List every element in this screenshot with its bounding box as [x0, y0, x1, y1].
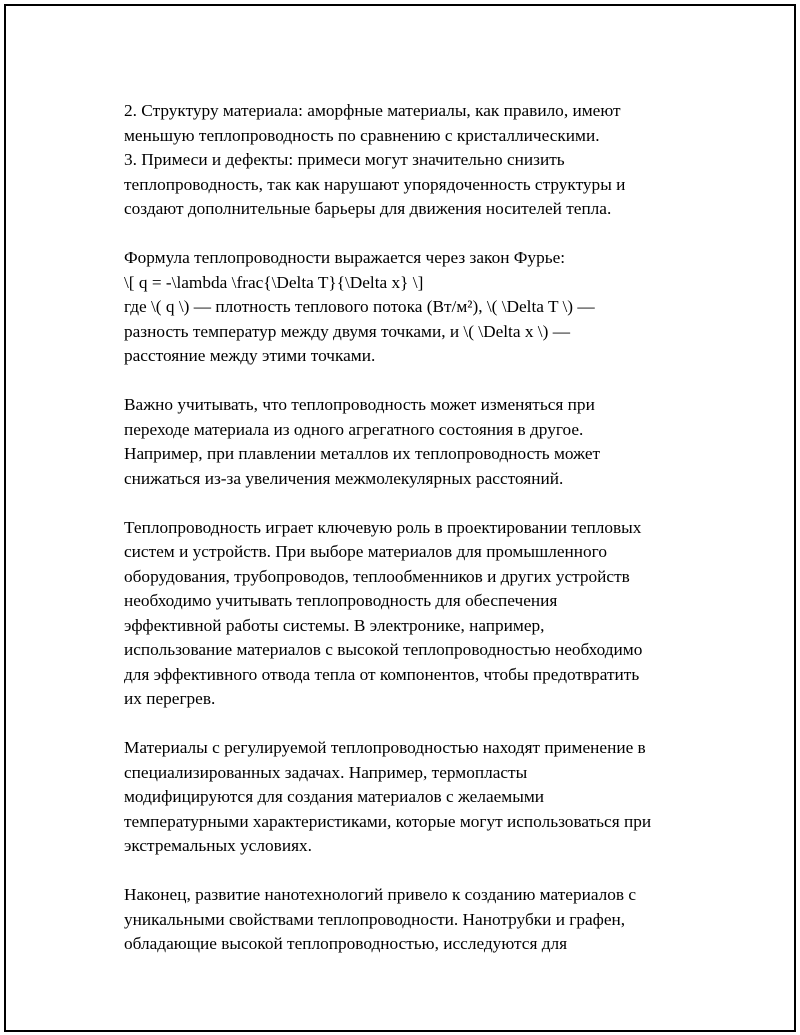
formula-line: \[ q = -\lambda \frac{\Delta T}{\Delta x} \] [124, 272, 424, 292]
text-line: Материалы с регулируемой теплопроводностью находят применение в [124, 738, 646, 757]
text-line: температурными характеристиками, которые могут использоваться при [124, 811, 652, 831]
paragraph-fourier-formula [124, 246, 714, 369]
text-line: Например, при плавлении металлов их теплопроводность может [124, 444, 601, 463]
text-line: эффективной работы системы. В электронике, например, [124, 615, 545, 635]
text-line: их перегрев. [124, 689, 216, 708]
paragraph-phase-change [124, 393, 714, 491]
text-line: где \( q \) — плотность теплового потока (Вт/м²), \( \Delta T \) — [124, 297, 595, 316]
text-line: создают дополнительные барьеры для движения носителей тепла. [124, 199, 612, 218]
text-line: специализированных задачах. Например, термопласты [124, 762, 528, 782]
text-line: Важно учитывать, что теплопроводность может изменяться при [124, 395, 595, 414]
text-line: для эффективного отвода тепла от компонентов, чтобы предотвратить [124, 664, 640, 684]
text-line: оборудования, трубопроводов, теплообменников и других устройств [124, 566, 630, 586]
text-line: систем и устройств. При выборе материалов для промышленного [124, 542, 607, 561]
text-line: переходе материала из одного агрегатного состояния в другое. [124, 419, 584, 439]
paragraph-thermal-design [124, 516, 714, 712]
text-line: модифицируются для создания материалов с желаемыми [124, 787, 545, 806]
text-line: использование материалов с высокой теплопроводностью необходимо [124, 640, 643, 659]
page-frame [4, 4, 796, 1032]
text-line: снижаться из-за увеличения межмолекулярных расстояний. [124, 468, 564, 488]
text-line: расстояние между этими точками. [124, 346, 376, 365]
paragraph-adjustable-materials [124, 736, 714, 859]
text-line: меньшую теплопроводность по сравнению с кристаллическими. [124, 125, 600, 145]
text-line: теплопроводность, так как нарушают упорядоченность структуры и [124, 174, 626, 194]
text-line: разность температур между двумя точками, и \( \Delta x \) — [124, 321, 570, 341]
paragraph-material-factors [124, 99, 714, 222]
text-line: 3. Примеси и дефекты: примеси могут значительно снизить [124, 150, 565, 169]
text-line: уникальными свойствами теплопроводности. Нанотрубки и графен, [124, 909, 626, 929]
text-line: 2. Структуру материала: аморфные материалы, как правило, имеют [124, 101, 621, 120]
paragraph-nanotechnology [124, 883, 714, 957]
text-line: Наконец, развитие нанотехнологий привело к созданию материалов с [124, 885, 637, 904]
text-line: Формула теплопроводности выражается через закон Фурье: [124, 248, 566, 267]
text-line: экстремальных условиях. [124, 836, 312, 855]
text-line: Теплопроводность играет ключевую роль в проектировании тепловых [124, 517, 642, 537]
document-body [124, 99, 714, 981]
text-line: необходимо учитывать теплопроводность для обеспечения [124, 591, 558, 610]
text-line: обладающие высокой теплопроводностью, исследуются для [124, 934, 568, 953]
